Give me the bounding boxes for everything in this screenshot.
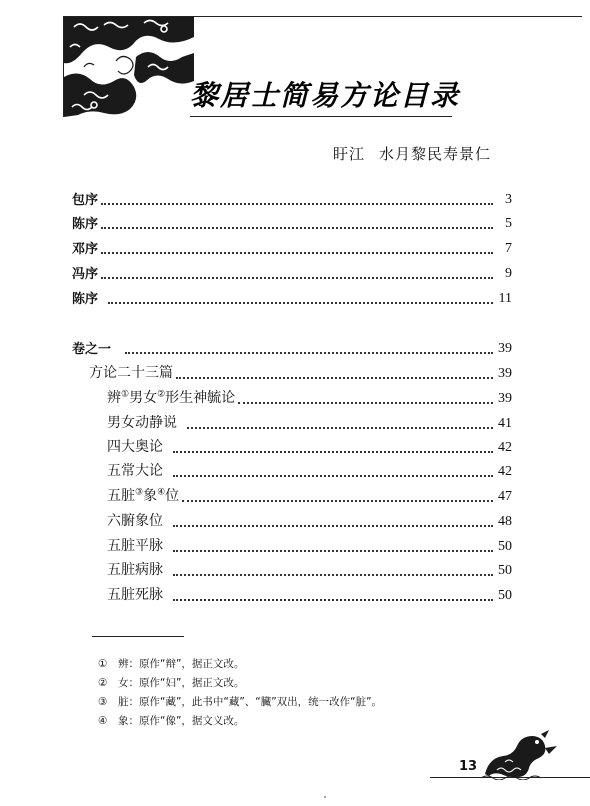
leader-dots [173,573,493,576]
leader-dots [173,474,493,477]
toc-label: 邓序 [72,242,99,257]
toc-entry-chen-preface[interactable] [72,212,512,232]
footnote-text: 辨：原作“辩”，据正文改。 [118,658,245,670]
toc-entry-fanglun[interactable] [89,362,512,382]
leader-dots [182,499,493,502]
footnote-number: ② [98,677,108,689]
leader-dots [173,549,493,552]
toc-entry-feng-preface[interactable] [72,262,512,282]
toc-label: 五常大论 [107,463,163,479]
leader-dots [125,351,493,354]
toc-entry-bao-preface[interactable] [72,188,512,208]
footnote-text: 象：原作“像”，据文义改。 [118,715,245,727]
footnote-4 [98,713,244,728]
toc-page: 11 [498,291,512,306]
toc-label: 五脏③象④位 [107,487,180,504]
leader-dots [101,276,493,279]
leader-dots [173,598,493,601]
page-title: 黎居士简易方论目录 [190,79,461,112]
footnote-text: 女：原作“妇”，据正文改。 [118,677,245,689]
leader-dots [238,401,493,404]
toc-label: 男女动静说 [107,415,177,431]
footnote-number: ③ [98,696,108,708]
toc-page: 9 [505,266,512,281]
toc-page: 42 [498,464,512,479]
toc-label: 包序 [72,193,99,208]
toc-page: 50 [498,563,512,578]
toc-label: 冯序 [72,267,99,282]
toc-label: 四大奥论 [107,439,163,455]
toc-entry-chen-preface-2[interactable] [72,287,512,307]
toc-label: 方论二十三篇 [89,365,173,381]
toc-entry-wuchang-dalun[interactable] [107,460,512,480]
leader-dots [173,524,493,527]
toc-entry-wuzang-simai[interactable] [107,584,512,604]
toc-page: 3 [505,192,512,207]
toc-entry-sida-aolun[interactable] [107,436,512,456]
footnote-number: ① [98,658,108,670]
toc-label: 陈序 [72,217,99,232]
author-name: 水月黎民寿景仁 [379,145,492,163]
toc-label: 五脏平脉 [107,538,163,554]
toc-label: 五脏死脉 [107,587,163,603]
footnote-2 [98,675,244,690]
toc-entry-wuzang-xiangwei[interactable] [107,485,512,505]
toc-page: 39 [498,391,512,406]
toc-entry-wuzang-bingmai[interactable] [107,559,512,579]
footnote-divider [92,636,184,637]
toc-page: 50 [498,539,512,554]
toc-entry-deng-preface[interactable] [72,237,512,257]
toc-page: 39 [498,366,512,381]
toc-entry-liufu-xiangwei[interactable] [107,510,512,530]
toc-page: 7 [505,241,512,256]
toc-label: 卷之一 [72,342,112,357]
leader-dots [187,426,493,429]
leader-dots [101,226,493,229]
toc-page: 50 [498,588,512,603]
toc-page: 47 [498,489,512,504]
author-place: 盱江 [333,145,366,163]
toc-label: 辨①男女②形生神毓论 [107,389,236,406]
toc-entry-nannv-dongjing[interactable] [107,412,512,432]
leader-dots [176,376,493,379]
toc-entry-volume-one[interactable] [72,337,512,357]
toc-page: 39 [498,341,512,356]
toc-label: 五脏病脉 [107,562,163,578]
toc-page: 48 [498,514,512,529]
footnote-1 [98,656,244,671]
scan-speck [324,796,326,798]
leader-dots [101,202,493,205]
page-number: 13 [459,759,478,774]
leader-dots [173,450,493,453]
toc-page: 5 [505,216,512,231]
toc-page: 42 [498,440,512,455]
leader-dots [108,301,493,304]
toc-label: 陈序 [72,292,99,307]
footnote-number: ④ [98,715,108,727]
footer-rule [430,777,590,778]
footnote-text: 脏：原作“藏”，此书中“藏”、“臟”双出，统一改作“脏”。 [118,696,383,708]
toc-entry-wuzang-pingmai[interactable] [107,535,512,555]
dragon-ornament-icon [479,728,559,780]
toc-page: 41 [498,416,512,431]
toc-label: 六腑象位 [107,513,163,529]
leader-dots [101,251,493,254]
toc-entry-bian-nannv[interactable] [107,387,512,407]
footnote-3 [98,694,382,709]
